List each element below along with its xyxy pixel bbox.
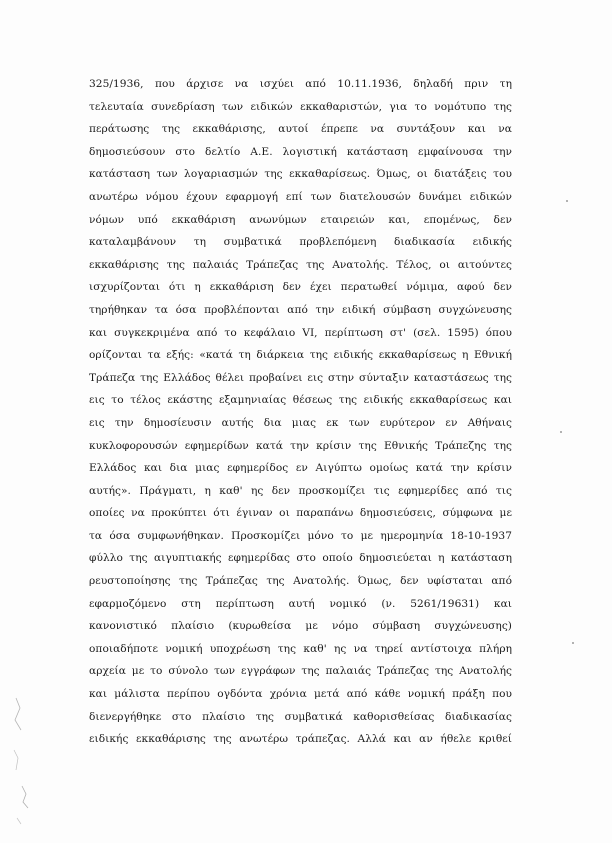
text-line-28: και μάλιστα περίπου ογδόντα χρόνια μετά από κάθε νομική πράξη που: [89, 688, 512, 701]
text-line-29: διενεργήθηκε στο πλαίσιο της συμβατικά καθορισθείσας διαδικασίας: [89, 710, 512, 723]
text-line-12: και συγκεκριμένα από το κεφάλαιο VI, περίπτωση στ' (σελ. 1595) όπου: [89, 326, 512, 339]
text-line-24: εφαρμοζόμενο στη περίπτωση αυτή νομικό (ν. 5261/19631) και: [89, 597, 512, 610]
text-line-27: αρχεία με το σύνολο των εγγράφων της παλαιάς Τράπεζας της Ανατολής: [89, 665, 512, 678]
text-line-21: τα όσα συμφωνήθηκαν. Προσκομίζει μόνο το με ημερομηνία 18-10-1937: [89, 529, 512, 542]
text-line-23: ρευστοποίησης της Τράπεζας της Ανατολής. Όμως, δεν υφίσταται από: [89, 575, 512, 588]
text-line-25: κανονιστικό πλαίσιο (κυρωθείσα με νόμο σύμβαση συγχώνευσης): [89, 620, 512, 633]
body-text: [89, 73, 512, 751]
pen-scribble-mark: [6, 690, 46, 840]
text-line-6: ανωτέρω νόμου έχουν εφαρμογή επί των διατελουσών δυνάμει ειδικών: [89, 190, 512, 203]
text-line-30: ειδικής εκκαθάρισης της ανωτέρω τράπεζας. Αλλά και αν ήθελε κριθεί: [89, 733, 512, 746]
scan-speck: [560, 431, 562, 433]
text-line-4: δημοσιεύσουν στο δελτίο Α.Ε. λογιστική κατάσταση εμφαίνουσα την: [89, 145, 512, 158]
scan-speck: [572, 642, 574, 644]
text-line-11: τηρήθηκαν τα όσα προβλέπονται από την ειδική σύμβαση συγχώνευσης: [89, 303, 512, 316]
text-line-3: περάτωσης της εκκαθάρισης, αυτοί έπρεπε να συντάξουν και να: [89, 123, 512, 136]
text-line-26: οποιαδήποτε νομική υποχρέωση της καθ' ης να τηρεί αντίστοιχα πλήρη: [89, 642, 512, 655]
text-line-2: τελευταία συνεδρίαση των ειδικών εκκαθαριστών, για το νομότυπο της: [89, 100, 512, 113]
text-line-10: ισχυρίζονται ότι η εκκαθάριση δεν έχει περατωθεί νόμιμα, αφού δεν: [89, 281, 512, 294]
text-line-8: καταλαμβάνουν τη συμβατικά προβλεπόμενη διαδικασία ειδικής: [89, 236, 512, 249]
text-line-18: Ελλάδος και δια μιας εφημερίδος εν Αιγύπτω ομοίως κατά την κρίσιν: [89, 462, 512, 475]
text-line-19: αυτής». Πράγματι, η καθ' ης δεν προσκομίζει τις εφημερίδες από τις: [89, 484, 512, 497]
text-line-16: εις την δημοσίευσιν αυτής δια μιας εκ των ευρύτερον εν Αθήναις: [89, 416, 512, 429]
text-line-15: εις το τέλος εκάστης εξαμηνιαίας θέσεως της ειδικής εκκαθαρίσεως και: [89, 394, 512, 407]
text-line-7: νόμων υπό εκκαθάριση ανωνύμων εταιρειών και, επομένως, δεν: [89, 213, 512, 226]
text-line-22: φύλλο της αιγυπτιακής εφημερίδας στο οποίο δημοσιεύεται η κατάσταση: [89, 552, 512, 565]
text-line-9: εκκαθάρισης της παλαιάς Τράπεζας της Ανατολής. Τέλος, οι αιτούντες: [89, 258, 512, 271]
text-line-1: 325/1936, που άρχισε να ισχύει από 10.11.1936, δηλαδή πριν τη: [89, 78, 512, 90]
text-line-14: Τράπεζα της Ελλάδος θέλει προβαίνει εις στην σύνταξιν καταστάσεως της: [89, 371, 512, 384]
text-line-13: ορίζονται τα εξής: «κατά τη διάρκεια της ειδικής εκκαθαρίσεως η Εθνική: [89, 349, 512, 362]
text-line-20: οποίες να προκύπτει ότι έγιναν οι παραπάνω δημοσιεύσεις, σύμφωνα με: [89, 507, 512, 520]
scan-speck: [566, 200, 568, 202]
text-line-5: κατάσταση των λογαριασμών της εκκαθαρίσεως. Όμως, οι διατάξεις του: [89, 168, 512, 181]
text-line-17: κυκλοφορουσών εφημερίδων κατά την κρίσιν της Εθνικής Τράπεζης της: [89, 439, 512, 452]
